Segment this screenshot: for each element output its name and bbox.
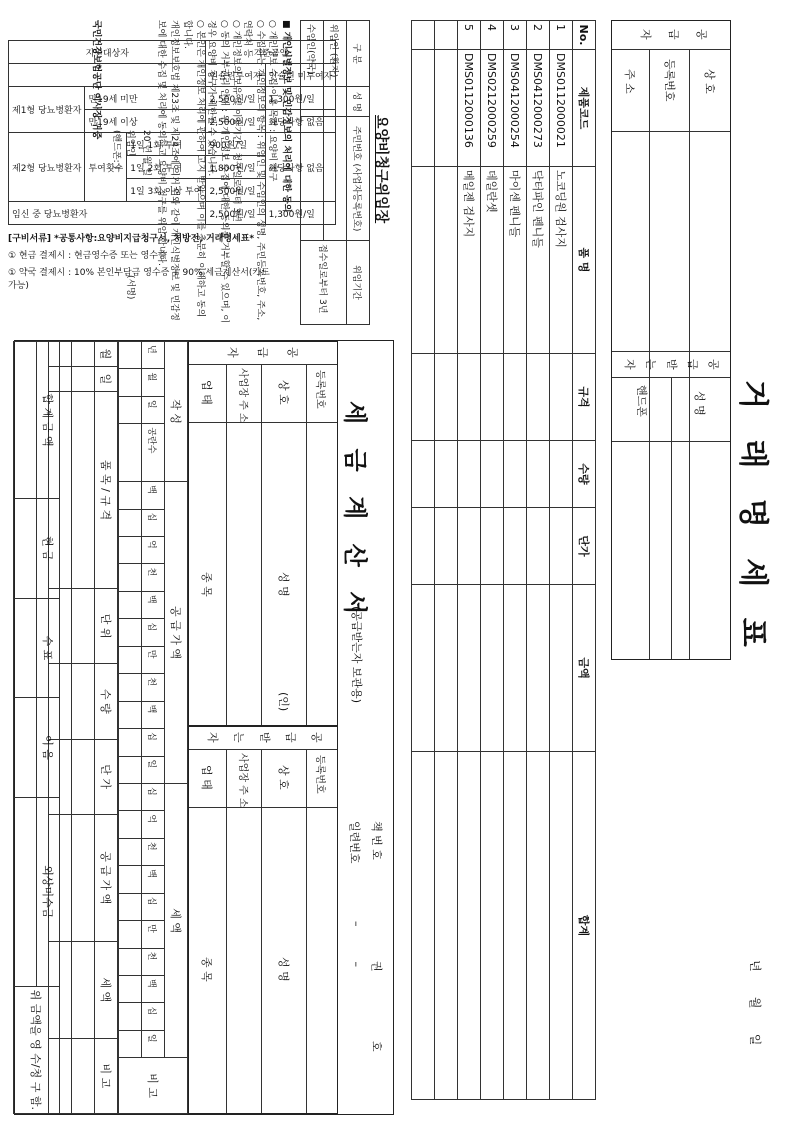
table-row — [72, 342, 95, 1114]
col-no: No. — [573, 21, 596, 50]
supplier-side-label: 공 급 자 — [639, 29, 708, 40]
note-cash: ① 현금 결제시 : 현금영수증 또는 영수증 — [8, 251, 167, 261]
year-label: 년 — [748, 960, 762, 974]
row-name: 메일젠 검사지 — [458, 167, 481, 354]
table-row — [481, 21, 504, 1100]
consent-bullet: ○ 동의 거부권리 안내 : 위 개인정보 수집에 대한 동의를 거부할 수 있으며, 이 경우 요양비 청구가 제한될 수 있습니다. — [206, 20, 229, 324]
invoice-supplier-block — [188, 341, 338, 726]
col-price: 단가 — [573, 508, 596, 585]
col-code: 제품코드 — [573, 50, 596, 167]
invoice-receiver-address: 사업장 주 소 — [237, 753, 248, 808]
row-name: 노코딩원 검사지 — [550, 167, 573, 354]
supplier-name-label: 상 호 — [703, 69, 716, 94]
row-name: 닥터파인 펜니들 — [527, 167, 550, 354]
table-row — [435, 21, 458, 1100]
row-code: DMS0112000021 — [550, 50, 573, 167]
table-row — [550, 21, 573, 1100]
consent-recipient: 국민건강보험공단 이사장 귀중 — [91, 20, 101, 140]
book-number-label: 책 번 호 — [370, 821, 383, 860]
serial-dash: – – — [350, 921, 363, 967]
col-name: 품 명 — [573, 167, 596, 354]
note-pharmacy: ① 약국 결제시 : 10% 본인부담금 영수증 + 90% 세금계산서(카드가능) — [8, 268, 270, 291]
consent-bullet: ○ 본인은 개인정보 처리에 관하여 고지 받았으며 이를 충분히 이해하고 동의합니다. — [182, 20, 205, 318]
receiver-phone-label: 핸드폰 — [635, 385, 648, 417]
consent-bullet: ○ 수집하는 개인정보의 항목 : 위임인 및 수임인의 성명, 주민등록번호, 주소, 연락처 등 — [242, 20, 265, 321]
invoice-supplier-name: 상 호 — [277, 380, 290, 405]
row-no: 1 — [550, 21, 573, 50]
receipt-statement: 위 금액을 영 수/청 구 함. — [14, 986, 60, 1113]
supplier-address-label: 주 소 — [623, 69, 636, 94]
invoice-items-header: 월 일 품 목 / 규 격 단 위 수 량 단 가 공 급 가 액 세 액 비 고 — [95, 342, 118, 1114]
written-label: 작 성 — [165, 342, 188, 482]
table-row — [412, 21, 435, 1100]
table-row — [527, 21, 550, 1100]
invoice-amounts-table — [118, 341, 188, 1114]
invoice-receiver-regno: 등록번호 — [314, 755, 325, 794]
invoice-receiver-business: 업 태 — [200, 765, 213, 790]
consent-phone: (핸드폰: ) — [111, 130, 121, 169]
row-code: DMS0112000136 — [458, 50, 481, 167]
required-docs: [구비서류] *공통사항:요양비지급청구서, 처방전, 거래명세표* — [8, 234, 255, 244]
receiver-name-label: 성 명 — [693, 391, 706, 416]
tax-invoice — [14, 340, 394, 1115]
row-no: 2 — [527, 21, 550, 50]
serial-number-label: 일련번호 — [348, 821, 361, 864]
book-number-unit: 호 — [370, 1041, 383, 1052]
invoice-supplier-address: 사업장 주 소 — [237, 368, 248, 423]
consent-signer: 위임인 — [125, 130, 135, 157]
supplier-regno-label: 등록번호 — [663, 59, 676, 102]
invoice-supplier-seal: (인) — [277, 692, 290, 712]
support-criteria-table: 지원대상자 기준금액 인슐린투여자 인슐린 미투여자 제1형 당뇨병환자 만19세 미만 2,500원/일 1,300원/일 만19세 이상 2,500원/일 해당사항 없음 제2형 당뇨병환자 투여횟수 1일 1회 투여 900원/일 해당사항 없음 1일 2회 투여 1,800원/일 1일 3회 이상 투여 2,500원/일 임신 중 당뇨병환자 2,500원/일 1,300원/일 — [8, 40, 336, 225]
invoice-totals-table — [13, 341, 60, 1114]
invoice-title: 세 금 계 산 서 — [341, 401, 370, 623]
consent-title: ■ 개인식별정보 및 민감정보의 처리에 대한 동의 — [281, 20, 291, 213]
delegation-title: 요양비청구위임장 — [373, 115, 389, 224]
consent-statement: 개인정보보호법 제23조 및 제24조에 의거 위와 같이 개인식별정보 및 민감정보에 대한 수집 및 처리에 동의하고 요양비 청구를 위임 합니다. — [156, 20, 179, 321]
statement-title: 거 래 명 세 표 — [735, 380, 770, 657]
row-name: 데일란셋 — [481, 167, 504, 354]
consent-bullet: ○ 개인정보의 보유 및 이용기간 : 청구일로부터 3년 — [231, 20, 241, 222]
invoice-receiver-rep: 성 명 — [277, 957, 290, 982]
row-code: DMS0412000254 — [504, 50, 527, 167]
invoice-supplier-regno: 등록번호 — [314, 370, 325, 409]
col-amount: 금액 — [573, 585, 596, 752]
row-code: DMS0412000273 — [527, 50, 550, 167]
supply-amount-label: 공 급 가 액 — [165, 482, 188, 784]
invoice-subtitle: (공급받는자 보관용) — [350, 606, 363, 704]
receiver-side-label: 공 급 받 는 자 — [623, 359, 720, 370]
statement-items-table — [411, 20, 596, 1100]
row-code: DMS0212000259 — [481, 50, 504, 167]
amounts-label-row — [165, 342, 188, 1114]
totals-header-row: 합 계 금 액 현 금 수 표 어 음 외상미수금 위 금액을 영 수/청 구 함. — [37, 342, 60, 1114]
invoice-receiver-type: 종 목 — [200, 957, 213, 982]
invoice-receiver-block — [188, 726, 338, 1114]
invoice-supplier-side: 공 급 자 — [226, 347, 299, 358]
day-label: 일 — [748, 1033, 762, 1048]
amounts-digit-row: 년 월 일 공란수 백 십 억 천 백 십 만 천 백 십 일 십 억 천 백 십 만 천 백 십 일 — [142, 342, 165, 1114]
invoice-supplier-type: 종 목 — [200, 572, 213, 597]
row-no: 4 — [481, 21, 504, 50]
transaction-statement — [421, 20, 786, 1100]
col-qty: 수량 — [573, 441, 596, 508]
statement-header-row — [573, 21, 596, 1100]
book-volume-unit: 권 — [370, 961, 383, 972]
statement-date — [747, 960, 764, 1047]
row-name: 마이센 펜니들 — [504, 167, 527, 354]
statement-party-box — [611, 20, 731, 660]
table-row — [458, 21, 481, 1100]
invoice-supplier-rep: 성 명 — [277, 572, 290, 597]
col-spec: 규격 — [573, 354, 596, 441]
month-label: 월 — [748, 996, 762, 1011]
consent-date: 20 년 월 일 — [141, 130, 151, 177]
table-row — [504, 21, 527, 1100]
invoice-receiver-name: 상 호 — [277, 765, 290, 790]
delegation-table: 구 분 성 명 주민번호 (사업자등록번호) 위임기간 위임인 (환자) 접수일로부터 3년 수임인(약국) — [300, 20, 370, 325]
remark-label: 비 고 — [119, 1058, 188, 1114]
col-total: 합계 — [573, 752, 596, 1100]
consent-sign-mark: (서명) — [125, 275, 135, 300]
invoice-receiver-side: 공 급 받 는 자 — [206, 732, 323, 743]
invoice-supplier-business: 업 태 — [200, 380, 213, 405]
consent-bullet: ○ 개인정보 수집·이용 목적 : 요양비 청구 — [267, 20, 277, 182]
delegation-period: 접수일로부터 3년 — [301, 240, 347, 324]
tax-amount-label: 세 액 — [165, 783, 188, 1057]
row-no: 3 — [504, 21, 527, 50]
row-no: 5 — [458, 21, 481, 50]
